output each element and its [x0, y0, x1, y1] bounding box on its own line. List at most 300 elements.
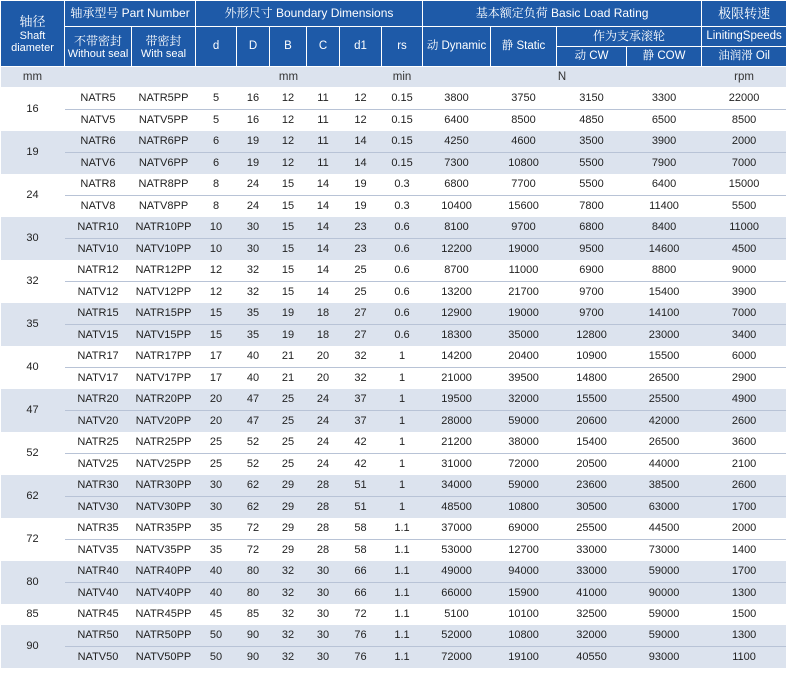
dim-B: 15	[270, 196, 307, 218]
load-static: 69000	[491, 518, 557, 540]
limiting-speed: 1400	[702, 540, 786, 562]
dim-d: 5	[196, 110, 237, 132]
part-number-without-seal: NATV15	[65, 325, 132, 347]
part-number-with-seal: NATV12PP	[132, 282, 196, 304]
load-dynamic: 13200	[423, 282, 491, 304]
dim-B: 25	[270, 411, 307, 433]
part-number-with-seal: NATR50PP	[132, 625, 196, 647]
without-seal-en: Without seal	[67, 47, 129, 60]
dim-D: 30	[237, 217, 270, 239]
part-number-without-seal: NATV25	[65, 454, 132, 476]
dim-C: 28	[307, 475, 340, 497]
dim-rs: 1.1	[382, 625, 423, 647]
dim-d: 45	[196, 604, 237, 625]
dim-B: 19	[270, 303, 307, 325]
support-roller-header: 作为支承滚轮	[557, 27, 702, 47]
part-number-without-seal: NATR17	[65, 346, 132, 368]
dim-d: 50	[196, 625, 237, 647]
dim-C: 18	[307, 303, 340, 325]
shaft-group	[1, 561, 786, 604]
col-rs-header: rs	[382, 27, 423, 67]
dim-C: 11	[307, 153, 340, 175]
shaft-group	[1, 346, 786, 389]
load-dynamic: 4250	[423, 131, 491, 153]
col-C-header: C	[307, 27, 340, 67]
dim-B: 21	[270, 368, 307, 390]
table-row	[1, 625, 786, 647]
limiting-speed: 3400	[702, 325, 786, 347]
load-dynamic: 48500	[423, 497, 491, 519]
dim-C: 14	[307, 260, 340, 282]
dim-C: 24	[307, 411, 340, 433]
dim-d: 15	[196, 303, 237, 325]
part-number-with-seal: NATR25PP	[132, 432, 196, 454]
oil-header: 油润滑 Oil	[702, 47, 786, 67]
dim-d1: 32	[340, 346, 382, 368]
dim-C: 18	[307, 325, 340, 347]
part-number-without-seal: NATV35	[65, 540, 132, 562]
part-number-without-seal: NATV40	[65, 583, 132, 605]
dim-D: 80	[237, 583, 270, 605]
load-cow: 59000	[627, 561, 702, 583]
dim-rs: 1.1	[382, 518, 423, 540]
dim-D: 16	[237, 110, 270, 132]
dim-B: 29	[270, 475, 307, 497]
limiting-speed: 1300	[702, 625, 786, 647]
dim-D: 52	[237, 432, 270, 454]
part-number-with-seal: NATV8PP	[132, 196, 196, 218]
dim-rs: 1	[382, 432, 423, 454]
dim-d: 10	[196, 239, 237, 261]
dim-d1: 37	[340, 411, 382, 433]
shaft-group	[1, 131, 786, 174]
dim-D: 72	[237, 540, 270, 562]
limiting-speed: 6000	[702, 346, 786, 368]
load-cow: 42000	[627, 411, 702, 433]
dim-rs: 1	[382, 411, 423, 433]
part-number-without-seal: NATR35	[65, 518, 132, 540]
dim-B: 19	[270, 325, 307, 347]
load-cow: 14100	[627, 303, 702, 325]
load-cow: 3300	[627, 88, 702, 110]
load-cw: 4850	[557, 110, 627, 132]
part-number-with-seal: NATR20PP	[132, 389, 196, 411]
dim-rs: 0.15	[382, 153, 423, 175]
without-seal-header	[65, 27, 132, 67]
dim-rs: 0.6	[382, 239, 423, 261]
dim-d1: 66	[340, 561, 382, 583]
load-cow: 90000	[627, 583, 702, 605]
dim-d: 8	[196, 174, 237, 196]
load-dynamic: 12200	[423, 239, 491, 261]
part-number-without-seal: NATR20	[65, 389, 132, 411]
part-number-without-seal: NATR8	[65, 174, 132, 196]
load-cw: 32500	[557, 604, 627, 625]
dim-D: 24	[237, 174, 270, 196]
load-cw: 25500	[557, 518, 627, 540]
col-B-header: B	[270, 27, 307, 67]
dim-C: 24	[307, 432, 340, 454]
unit-speed: rpm	[702, 67, 786, 88]
limiting-speed: 1700	[702, 497, 786, 519]
with-seal-en: With seal	[140, 47, 187, 60]
dim-d: 25	[196, 454, 237, 476]
limiting-speed: 1500	[702, 604, 786, 625]
load-cow: 11400	[627, 196, 702, 218]
dim-d1: 76	[340, 647, 382, 669]
dim-d1: 14	[340, 153, 382, 175]
limiting-speed: 2600	[702, 475, 786, 497]
shaft-diameter-cell: 30	[1, 217, 65, 260]
table-row	[1, 604, 786, 625]
limiting-speed: 7000	[702, 303, 786, 325]
part-number-without-seal: NATV5	[65, 110, 132, 132]
load-cw: 7800	[557, 196, 627, 218]
load-cow: 14600	[627, 239, 702, 261]
part-number-without-seal: NATV17	[65, 368, 132, 390]
part-number-without-seal: NATR45	[65, 604, 132, 625]
dim-D: 40	[237, 346, 270, 368]
unit-load: N	[423, 67, 702, 88]
limiting-speed: 2000	[702, 518, 786, 540]
load-cw: 9700	[557, 282, 627, 304]
load-cow: 59000	[627, 625, 702, 647]
shaft-diameter-cell: 47	[1, 389, 65, 432]
dim-D: 52	[237, 454, 270, 476]
dim-rs: 0.6	[382, 282, 423, 304]
dim-d1: 37	[340, 389, 382, 411]
dim-C: 30	[307, 647, 340, 669]
limiting-speed: 1100	[702, 647, 786, 669]
load-cw: 33000	[557, 561, 627, 583]
part-number-with-seal: NATV5PP	[132, 110, 196, 132]
load-dynamic: 49000	[423, 561, 491, 583]
load-cow: 7900	[627, 153, 702, 175]
limiting-speed: 15000	[702, 174, 786, 196]
dim-C: 20	[307, 346, 340, 368]
dim-D: 47	[237, 389, 270, 411]
dim-d1: 23	[340, 239, 382, 261]
dim-d: 20	[196, 411, 237, 433]
dim-d1: 58	[340, 540, 382, 562]
dim-rs: 1	[382, 475, 423, 497]
dim-d: 30	[196, 475, 237, 497]
load-cow: 6500	[627, 110, 702, 132]
part-number-with-seal: NATV35PP	[132, 540, 196, 562]
load-cow: 44000	[627, 454, 702, 476]
limiting-speed: 4500	[702, 239, 786, 261]
part-number-without-seal: NATV10	[65, 239, 132, 261]
dim-B: 29	[270, 497, 307, 519]
part-number-with-seal: NATV25PP	[132, 454, 196, 476]
cow-header: 静 COW	[627, 47, 702, 67]
dim-B: 25	[270, 389, 307, 411]
table-row	[1, 239, 786, 261]
table-row	[1, 217, 786, 239]
shaft-diameter-cell: 32	[1, 260, 65, 303]
dim-D: 35	[237, 325, 270, 347]
dim-rs: 1	[382, 389, 423, 411]
dim-rs: 1	[382, 454, 423, 476]
dim-d1: 19	[340, 174, 382, 196]
shaft-group	[1, 518, 786, 561]
load-cow: 8400	[627, 217, 702, 239]
shaft-group	[1, 604, 786, 625]
table-row	[1, 282, 786, 304]
table-row	[1, 561, 786, 583]
part-number-with-seal: NATR17PP	[132, 346, 196, 368]
dim-d1: 72	[340, 604, 382, 625]
dim-rs: 1.1	[382, 647, 423, 669]
part-number-header: 轴承型号 Part Number	[65, 1, 196, 27]
load-cow: 15400	[627, 282, 702, 304]
load-static: 20400	[491, 346, 557, 368]
dim-rs: 0.15	[382, 131, 423, 153]
dim-D: 35	[237, 303, 270, 325]
dim-B: 32	[270, 561, 307, 583]
load-dynamic: 72000	[423, 647, 491, 669]
load-static: 12700	[491, 540, 557, 562]
table-header	[1, 1, 786, 88]
load-dynamic: 21200	[423, 432, 491, 454]
dim-B: 15	[270, 239, 307, 261]
dim-rs: 1.1	[382, 604, 423, 625]
dim-D: 24	[237, 196, 270, 218]
dim-C: 14	[307, 217, 340, 239]
load-cow: 6400	[627, 174, 702, 196]
shaft-group	[1, 217, 786, 260]
dim-B: 25	[270, 432, 307, 454]
shaft-header-en2: diameter	[11, 41, 54, 54]
part-number-without-seal: NATR15	[65, 303, 132, 325]
dim-B: 12	[270, 88, 307, 110]
part-number-with-seal: NATV10PP	[132, 239, 196, 261]
shaft-diameter-cell: 80	[1, 561, 65, 604]
table-row	[1, 368, 786, 390]
dim-d: 5	[196, 88, 237, 110]
dim-D: 19	[237, 153, 270, 175]
limiting-speed: 2900	[702, 368, 786, 390]
load-cw: 32000	[557, 625, 627, 647]
dim-C: 24	[307, 454, 340, 476]
dim-B: 32	[270, 604, 307, 625]
part-number-with-seal: NATV15PP	[132, 325, 196, 347]
unit-shaft: mm	[1, 67, 65, 88]
load-cw: 9500	[557, 239, 627, 261]
dim-rs: 1	[382, 368, 423, 390]
load-dynamic: 6800	[423, 174, 491, 196]
load-static: 10800	[491, 153, 557, 175]
col-d-header: d	[196, 27, 237, 67]
load-dynamic: 7300	[423, 153, 491, 175]
table-row	[1, 647, 786, 669]
table-row	[1, 88, 786, 110]
dim-D: 90	[237, 625, 270, 647]
load-cw: 30500	[557, 497, 627, 519]
dim-C: 28	[307, 497, 340, 519]
load-static: 7700	[491, 174, 557, 196]
load-static: 72000	[491, 454, 557, 476]
load-cow: 8800	[627, 260, 702, 282]
dim-rs: 0.15	[382, 88, 423, 110]
dim-d1: 25	[340, 282, 382, 304]
load-cow: 59000	[627, 604, 702, 625]
load-static: 59000	[491, 475, 557, 497]
part-number-with-seal: NATV30PP	[132, 497, 196, 519]
col-d1-header: d1	[340, 27, 382, 67]
dim-B: 12	[270, 153, 307, 175]
dim-rs: 1.1	[382, 540, 423, 562]
load-dynamic: 12900	[423, 303, 491, 325]
table-row	[1, 432, 786, 454]
part-number-with-seal: NATR10PP	[132, 217, 196, 239]
dim-C: 20	[307, 368, 340, 390]
part-number-with-seal: NATV17PP	[132, 368, 196, 390]
load-static: 15600	[491, 196, 557, 218]
table-row	[1, 260, 786, 282]
table-row	[1, 153, 786, 175]
shaft-diameter-cell: 52	[1, 432, 65, 475]
shaft-diameter-cell: 24	[1, 174, 65, 217]
load-cw: 3150	[557, 88, 627, 110]
shaft-diameter-cell: 90	[1, 625, 65, 668]
load-dynamic: 8700	[423, 260, 491, 282]
load-static: 15900	[491, 583, 557, 605]
load-static: 10100	[491, 604, 557, 625]
load-static: 35000	[491, 325, 557, 347]
dim-D: 32	[237, 260, 270, 282]
load-static: 19100	[491, 647, 557, 669]
boundary-dimensions-header: 外形尺寸 Boundary Dimensions	[196, 1, 423, 27]
part-number-without-seal: NATR50	[65, 625, 132, 647]
load-cow: 3900	[627, 131, 702, 153]
load-cw: 3500	[557, 131, 627, 153]
dim-rs: 1	[382, 497, 423, 519]
limiting-speed: 4900	[702, 389, 786, 411]
dim-d: 10	[196, 217, 237, 239]
limiting-speed: 11000	[702, 217, 786, 239]
load-cow: 93000	[627, 647, 702, 669]
dim-d1: 25	[340, 260, 382, 282]
part-number-with-seal: NATR35PP	[132, 518, 196, 540]
part-number-with-seal: NATR30PP	[132, 475, 196, 497]
shaft-group	[1, 625, 786, 668]
part-number-without-seal: NATR10	[65, 217, 132, 239]
load-static: 11000	[491, 260, 557, 282]
load-dynamic: 14200	[423, 346, 491, 368]
static-load-header: 静 Static	[491, 27, 557, 67]
load-cw: 23600	[557, 475, 627, 497]
basic-load-rating-header: 基本额定负荷 Basic Load Rating	[423, 1, 702, 27]
dim-d1: 51	[340, 475, 382, 497]
dim-d1: 27	[340, 325, 382, 347]
table-row	[1, 518, 786, 540]
load-cow: 26500	[627, 368, 702, 390]
part-number-with-seal: NATV6PP	[132, 153, 196, 175]
shaft-group	[1, 475, 786, 518]
dim-C: 14	[307, 174, 340, 196]
dim-d1: 12	[340, 110, 382, 132]
shaft-group	[1, 303, 786, 346]
table-row	[1, 389, 786, 411]
dim-d: 25	[196, 432, 237, 454]
dim-rs: 0.3	[382, 174, 423, 196]
unit-blank	[65, 67, 196, 88]
cw-header: 动 CW	[557, 47, 627, 67]
load-static: 38000	[491, 432, 557, 454]
dim-d: 30	[196, 497, 237, 519]
shaft-diameter-cell: 16	[1, 88, 65, 132]
part-number-without-seal: NATV6	[65, 153, 132, 175]
dim-d1: 42	[340, 454, 382, 476]
shaft-group	[1, 389, 786, 432]
load-dynamic: 52000	[423, 625, 491, 647]
part-number-without-seal: NATR40	[65, 561, 132, 583]
shaft-diameter-cell: 72	[1, 518, 65, 561]
dim-d: 15	[196, 325, 237, 347]
load-cow: 15500	[627, 346, 702, 368]
dim-D: 72	[237, 518, 270, 540]
limiting-speed: 3600	[702, 432, 786, 454]
dim-B: 21	[270, 346, 307, 368]
dim-D: 19	[237, 131, 270, 153]
load-dynamic: 31000	[423, 454, 491, 476]
load-static: 19000	[491, 239, 557, 261]
part-number-with-seal: NATR12PP	[132, 260, 196, 282]
dim-d: 6	[196, 131, 237, 153]
load-cw: 40550	[557, 647, 627, 669]
limiting-speed: 9000	[702, 260, 786, 282]
dim-d1: 19	[340, 196, 382, 218]
shaft-group	[1, 88, 786, 132]
dim-d: 40	[196, 583, 237, 605]
table-row	[1, 174, 786, 196]
part-number-with-seal: NATR8PP	[132, 174, 196, 196]
load-dynamic: 6400	[423, 110, 491, 132]
table-row	[1, 131, 786, 153]
shaft-diameter-cell: 19	[1, 131, 65, 174]
dim-D: 30	[237, 239, 270, 261]
load-dynamic: 28000	[423, 411, 491, 433]
unit-dims: mm	[196, 67, 382, 88]
table-row	[1, 303, 786, 325]
dim-rs: 1	[382, 346, 423, 368]
part-number-without-seal: NATV50	[65, 647, 132, 669]
dim-C: 30	[307, 625, 340, 647]
shaft-group	[1, 174, 786, 217]
limiting-speed: 8500	[702, 110, 786, 132]
dim-D: 16	[237, 88, 270, 110]
table-row	[1, 110, 786, 132]
part-number-without-seal: NATR30	[65, 475, 132, 497]
shaft-header-cn: 轴径	[19, 13, 46, 29]
dim-d1: 58	[340, 518, 382, 540]
dim-d1: 66	[340, 583, 382, 605]
load-static: 19000	[491, 303, 557, 325]
load-static: 9700	[491, 217, 557, 239]
dim-rs: 0.6	[382, 325, 423, 347]
part-number-with-seal: NATV50PP	[132, 647, 196, 669]
shaft-diameter-cell: 62	[1, 475, 65, 518]
dim-C: 14	[307, 196, 340, 218]
dim-C: 30	[307, 604, 340, 625]
dim-C: 11	[307, 88, 340, 110]
table-row	[1, 346, 786, 368]
load-cow: 26500	[627, 432, 702, 454]
table-row	[1, 540, 786, 562]
load-cow: 38500	[627, 475, 702, 497]
dim-d1: 14	[340, 131, 382, 153]
